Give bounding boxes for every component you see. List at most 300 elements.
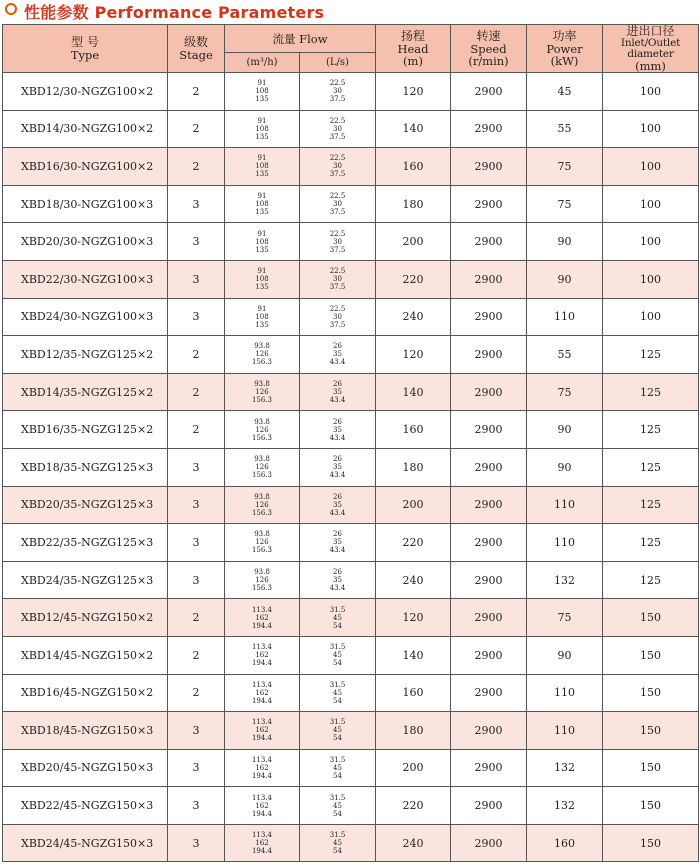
cell-power: 110 [527,298,603,336]
cell-head: 120 [376,336,451,374]
header-diameter [603,25,699,73]
header-diameter-zh: 进出口径 [626,24,675,38]
flow-m3h-value: 156.3 [251,396,273,405]
flow-ls-value: 22.5 [329,267,346,276]
flow-ls-value: 45 [333,726,342,735]
cell-power: 45 [527,73,603,111]
cell-type: XBD12/45-NGZG150×2 [3,599,168,637]
flow-ls-value: 31.5 [329,605,346,614]
cell-head: 200 [376,223,451,261]
flow-m3h-value: 194.4 [251,696,273,705]
flow-ls-value: 22.5 [329,154,346,163]
flow-ls-value: 22.5 [329,229,346,238]
flow-m3h-value: 135 [255,245,269,254]
cell-speed: 2900 [451,185,527,223]
cell-head: 160 [376,148,451,186]
cell-type: XBD16/45-NGZG150×2 [3,674,168,712]
cell-head: 180 [376,448,451,486]
cell-diameter: 100 [603,223,699,261]
cell-diameter: 100 [603,298,699,336]
table-row [3,561,699,599]
flow-m3h-value: 126 [255,500,269,509]
cell-flow-m3h [225,260,300,298]
header-power-unit: (kW) [550,54,579,68]
flow-ls-value: 22.5 [329,304,346,313]
cell-flow-ls [300,486,376,524]
flow-m3h-value: 91 [257,154,267,163]
cell-head: 220 [376,524,451,562]
flow-ls-value: 22.5 [329,79,346,88]
cell-speed: 2900 [451,486,527,524]
table-row [3,336,699,374]
table-row [3,110,699,148]
flow-m3h-value: 156.3 [251,584,273,593]
flow-m3h-value: 156.3 [251,546,273,555]
flow-ls-value: 31.5 [329,718,346,727]
cell-flow-ls [300,298,376,336]
cell-stage: 3 [168,486,225,524]
cell-flow-ls [300,73,376,111]
cell-flow-m3h [225,486,300,524]
table-row [3,824,699,862]
cell-diameter: 150 [603,674,699,712]
cell-type: XBD16/30-NGZG100×2 [3,148,168,186]
cell-type: XBD16/35-NGZG125×2 [3,411,168,449]
cell-stage: 2 [168,110,225,148]
cell-speed: 2900 [451,411,527,449]
flow-ls-value: 30 [333,200,342,209]
cell-flow-ls [300,185,376,223]
flow-m3h-value: 108 [255,237,269,246]
cell-power: 90 [527,223,603,261]
cell-speed: 2900 [451,223,527,261]
cell-flow-m3h [225,824,300,862]
flow-m3h-value: 108 [255,124,269,133]
cell-head: 120 [376,73,451,111]
cell-flow-m3h [225,636,300,674]
cell-type: XBD14/45-NGZG150×2 [3,636,168,674]
flow-m3h-value: 156.3 [251,508,273,517]
flow-m3h-value: 126 [255,425,269,434]
cell-speed: 2900 [451,674,527,712]
cell-type: XBD24/35-NGZG125×3 [3,561,168,599]
flow-m3h-value: 93.8 [254,455,270,464]
header-speed-en: Speed [470,42,507,56]
cell-power: 75 [527,373,603,411]
cell-stage: 2 [168,599,225,637]
cell-speed: 2900 [451,749,527,787]
cell-head: 200 [376,749,451,787]
header-speed [451,25,527,73]
cell-flow-m3h [225,411,300,449]
header-speed-zh: 转速 [476,29,501,43]
cell-diameter: 150 [603,712,699,750]
header-head [376,25,451,73]
flow-m3h-value: 91 [257,304,267,313]
cell-flow-ls [300,373,376,411]
flow-ls-value: 26 [333,380,342,389]
cell-head: 140 [376,110,451,148]
flow-ls-value: 31.5 [329,755,346,764]
flow-m3h-value: 93.8 [254,530,270,539]
table-row [3,599,699,637]
flow-ls-value: 26 [333,342,342,351]
cell-head: 140 [376,373,451,411]
flow-m3h-value: 91 [257,229,267,238]
flow-m3h-value: 108 [255,87,269,96]
flow-m3h-value: 162 [255,688,269,697]
cell-diameter: 100 [603,185,699,223]
cell-speed: 2900 [451,373,527,411]
flow-m3h-value: 113.4 [251,793,273,802]
flow-ls-value: 37.5 [329,95,346,104]
cell-diameter: 125 [603,448,699,486]
flow-m3h-value: 126 [255,350,269,359]
cell-type: XBD22/30-NGZG100×3 [3,260,168,298]
cell-diameter: 150 [603,749,699,787]
flow-ls-value: 22.5 [329,192,346,201]
cell-type: XBD14/35-NGZG125×2 [3,373,168,411]
cell-type: XBD18/45-NGZG150×3 [3,712,168,750]
cell-flow-m3h [225,185,300,223]
cell-head: 220 [376,787,451,825]
cell-flow-m3h [225,336,300,374]
cell-diameter: 125 [603,373,699,411]
flow-ls-value: 54 [333,659,342,668]
flow-ls-value: 43.4 [329,584,346,593]
flow-m3h-value: 113.4 [251,680,273,689]
flow-ls-value: 54 [333,621,342,630]
flow-ls-value: 43.4 [329,546,346,555]
cell-stage: 3 [168,223,225,261]
section-title: 性能参数 Performance Parameters [24,3,325,22]
table-row [3,636,699,674]
cell-power: 160 [527,824,603,862]
flow-ls-value: 37.5 [329,283,346,292]
flow-ls-value: 35 [333,576,342,585]
flow-m3h-value: 108 [255,312,269,321]
flow-ls-value: 30 [333,87,342,96]
cell-speed: 2900 [451,110,527,148]
flow-ls-value: 35 [333,500,342,509]
cell-speed: 2900 [451,712,527,750]
header-type-zh: 型 号 [71,35,99,49]
header-head-unit: (m) [403,54,423,68]
cell-stage: 3 [168,260,225,298]
flow-ls-value: 43.4 [329,508,346,517]
cell-head: 160 [376,411,451,449]
cell-flow-m3h [225,712,300,750]
flow-m3h-value: 126 [255,463,269,472]
cell-head: 140 [376,636,451,674]
cell-flow-ls [300,110,376,148]
cell-diameter: 100 [603,148,699,186]
table-row [3,749,699,787]
cell-flow-m3h [225,148,300,186]
table-row [3,674,699,712]
flow-ls-value: 26 [333,492,342,501]
flow-ls-value: 43.4 [329,358,346,367]
cell-flow-ls [300,524,376,562]
cell-stage: 3 [168,824,225,862]
cell-speed: 2900 [451,561,527,599]
cell-stage: 2 [168,336,225,374]
flow-ls-value: 35 [333,425,342,434]
cell-stage: 3 [168,787,225,825]
flow-ls-value: 30 [333,275,342,284]
table-row [3,712,699,750]
flow-ls-value: 26 [333,530,342,539]
table-body [3,73,699,862]
table-row [3,524,699,562]
cell-stage: 3 [168,448,225,486]
cell-type: XBD24/30-NGZG100×3 [3,298,168,336]
cell-power: 110 [527,486,603,524]
flow-ls-value: 35 [333,538,342,547]
cell-diameter: 125 [603,524,699,562]
cell-diameter: 125 [603,561,699,599]
cell-stage: 2 [168,73,225,111]
cell-head: 240 [376,824,451,862]
flow-m3h-value: 126 [255,538,269,547]
cell-stage: 2 [168,148,225,186]
cell-speed: 2900 [451,599,527,637]
header-flow [225,25,376,53]
cell-type: XBD24/45-NGZG150×3 [3,824,168,862]
cell-type: XBD14/30-NGZG100×2 [3,110,168,148]
flow-m3h-value: 108 [255,162,269,171]
cell-type: XBD18/30-NGZG100×3 [3,185,168,223]
cell-speed: 2900 [451,787,527,825]
cell-power: 132 [527,749,603,787]
flow-m3h-value: 162 [255,801,269,810]
cell-flow-ls [300,787,376,825]
flow-ls-value: 30 [333,312,342,321]
flow-m3h-value: 194.4 [251,734,273,743]
flow-m3h-value: 135 [255,170,269,179]
cell-power: 110 [527,712,603,750]
cell-flow-ls [300,561,376,599]
header-power-zh: 功率 [552,29,577,43]
flow-m3h-value: 135 [255,320,269,329]
header-stage-zh: 级数 [183,35,208,49]
flow-m3h-value: 93.8 [254,380,270,389]
table-row [3,486,699,524]
cell-flow-m3h [225,298,300,336]
flow-m3h-value: 93.8 [254,568,270,577]
flow-m3h-value: 113.4 [251,643,273,652]
flow-ls-value: 26 [333,417,342,426]
cell-head: 240 [376,561,451,599]
flow-ls-value: 54 [333,696,342,705]
cell-power: 55 [527,110,603,148]
cell-stage: 3 [168,185,225,223]
cell-head: 220 [376,260,451,298]
cell-stage: 2 [168,636,225,674]
cell-head: 180 [376,185,451,223]
flow-m3h-value: 194.4 [251,771,273,780]
circle-bullet-icon [5,3,17,15]
cell-diameter: 125 [603,486,699,524]
cell-flow-m3h [225,524,300,562]
flow-m3h-value: 194.4 [251,621,273,630]
cell-diameter: 125 [603,336,699,374]
flow-ls-value: 37.5 [329,320,346,329]
flow-ls-value: 37.5 [329,132,346,141]
cell-power: 75 [527,185,603,223]
cell-flow-m3h [225,787,300,825]
cell-speed: 2900 [451,336,527,374]
cell-speed: 2900 [451,298,527,336]
flow-ls-value: 37.5 [329,208,346,217]
header-type [3,25,168,73]
flow-m3h-value: 113.4 [251,831,273,840]
cell-power: 55 [527,336,603,374]
flow-m3h-value: 113.4 [251,718,273,727]
flow-ls-value: 22.5 [329,116,346,125]
cell-flow-ls [300,411,376,449]
flow-m3h-value: 135 [255,208,269,217]
cell-head: 180 [376,712,451,750]
cell-head: 240 [376,298,451,336]
flow-ls-value: 45 [333,801,342,810]
table-row [3,787,699,825]
flow-m3h-value: 108 [255,200,269,209]
flow-ls-value: 31.5 [329,793,346,802]
cell-flow-m3h [225,373,300,411]
cell-diameter: 150 [603,636,699,674]
flow-ls-value: 54 [333,809,342,818]
table-row [3,448,699,486]
flow-m3h-value: 91 [257,116,267,125]
flow-ls-value: 43.4 [329,471,346,480]
cell-type: XBD22/35-NGZG125×3 [3,524,168,562]
cell-head: 120 [376,599,451,637]
cell-flow-m3h [225,73,300,111]
header-flow-label: 流量 Flow [272,31,328,46]
cell-head: 200 [376,486,451,524]
flow-ls-value: 45 [333,651,342,660]
flow-ls-value: 26 [333,568,342,577]
cell-stage: 3 [168,524,225,562]
cell-diameter: 125 [603,411,699,449]
flow-m3h-value: 135 [255,283,269,292]
table-row [3,373,699,411]
cell-diameter: 100 [603,73,699,111]
cell-stage: 2 [168,674,225,712]
cell-type: XBD20/35-NGZG125×3 [3,486,168,524]
flow-m3h-value: 91 [257,192,267,201]
table-header [3,25,699,73]
cell-flow-m3h [225,448,300,486]
cell-speed: 2900 [451,148,527,186]
header-type-en: Type [70,48,100,62]
cell-speed: 2900 [451,448,527,486]
cell-power: 132 [527,561,603,599]
flow-m3h-value: 113.4 [251,755,273,764]
flow-m3h-value: 156.3 [251,471,273,480]
flow-ls-value: 54 [333,847,342,856]
cell-type: XBD12/30-NGZG100×2 [3,73,168,111]
cell-flow-ls [300,636,376,674]
cell-flow-m3h [225,110,300,148]
flow-m3h-value: 108 [255,275,269,284]
flow-m3h-value: 135 [255,95,269,104]
flow-m3h-value: 194.4 [251,809,273,818]
flow-ls-value: 30 [333,124,342,133]
cell-stage: 3 [168,298,225,336]
cell-speed: 2900 [451,260,527,298]
header-head-zh: 扬程 [400,29,425,43]
cell-type: XBD18/35-NGZG125×3 [3,448,168,486]
flow-ls-value: 31.5 [329,680,346,689]
flow-m3h-value: 93.8 [254,342,270,351]
flow-ls-value: 43.4 [329,396,346,405]
cell-power: 75 [527,599,603,637]
table-row [3,185,699,223]
header-flow-ls: (L/s) [300,53,376,73]
flow-m3h-value: 156.3 [251,358,273,367]
cell-stage: 3 [168,712,225,750]
cell-flow-ls [300,712,376,750]
header-stage [168,25,225,73]
flow-ls-value: 37.5 [329,170,346,179]
cell-flow-ls [300,260,376,298]
flow-m3h-value: 194.4 [251,659,273,668]
flow-m3h-value: 93.8 [254,492,270,501]
table-row [3,298,699,336]
cell-power: 90 [527,260,603,298]
cell-flow-ls [300,749,376,787]
flow-ls-value: 43.4 [329,433,346,442]
table-row [3,411,699,449]
cell-power: 90 [527,411,603,449]
flow-m3h-value: 162 [255,613,269,622]
flow-ls-value: 54 [333,734,342,743]
cell-type: XBD12/35-NGZG125×2 [3,336,168,374]
header-power [527,25,603,73]
cell-flow-ls [300,824,376,862]
flow-m3h-value: 162 [255,726,269,735]
section-title-bar [0,0,700,22]
cell-flow-m3h [225,749,300,787]
cell-type: XBD20/45-NGZG150×3 [3,749,168,787]
cell-flow-m3h [225,561,300,599]
flow-ls-value: 31.5 [329,831,346,840]
cell-power: 110 [527,524,603,562]
cell-stage: 2 [168,411,225,449]
flow-ls-value: 35 [333,463,342,472]
flow-m3h-value: 93.8 [254,417,270,426]
cell-stage: 3 [168,749,225,787]
header-flow-m3h: (m³/h) [225,53,300,73]
flow-ls-value: 45 [333,688,342,697]
flow-ls-value: 30 [333,162,342,171]
flow-ls-value: 35 [333,350,342,359]
cell-head: 160 [376,674,451,712]
header-diameter-en: Inlet/Outlet diameter [620,37,681,60]
cell-flow-ls [300,674,376,712]
flow-m3h-value: 113.4 [251,605,273,614]
flow-ls-value: 45 [333,613,342,622]
flow-m3h-value: 126 [255,576,269,585]
cell-type: XBD22/45-NGZG150×3 [3,787,168,825]
cell-diameter: 100 [603,260,699,298]
flow-m3h-value: 135 [255,132,269,141]
cell-power: 75 [527,148,603,186]
flow-m3h-value: 194.4 [251,847,273,856]
table-row [3,260,699,298]
